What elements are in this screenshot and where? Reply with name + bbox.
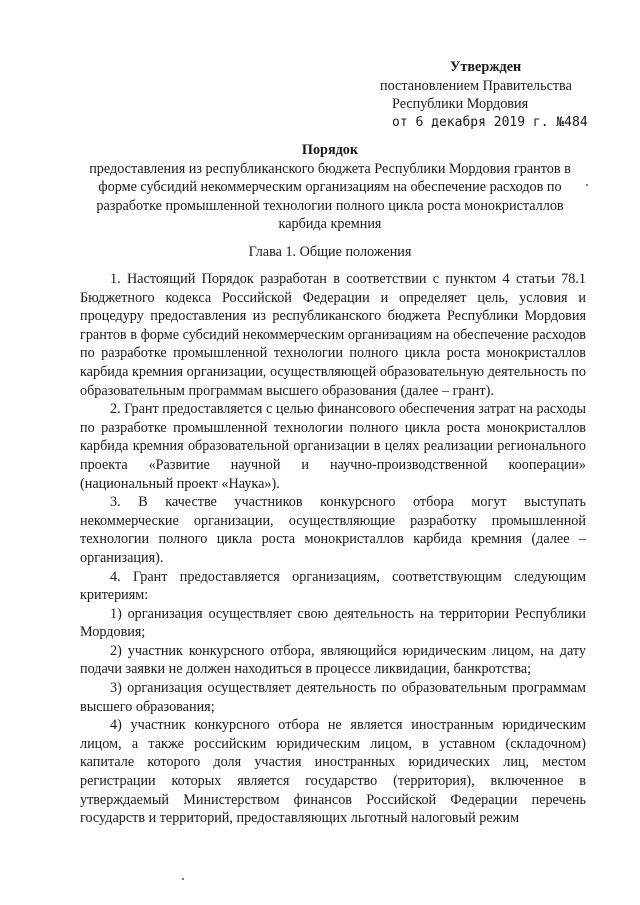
paragraph: 1) организация осуществляет свою деятельность на территории Республики Мордовия;: [80, 605, 586, 641]
approval-date: от 6 декабря 2019 г. №484: [392, 114, 588, 130]
chapter-heading: Глава 1. Общие положения: [248, 244, 412, 260]
document-title: Порядок: [301, 142, 359, 158]
approval-title: Утвержден: [450, 59, 522, 75]
document-body: [80, 270, 586, 828]
document-heading: [80, 141, 580, 234]
paragraph: 3. В качестве участников конкурсного отбора могут выступать некоммерческие организации, осуществляющие разработку промышленной технологии полного цикла роста монокристаллов карбида кремния (далее – организация).: [80, 494, 586, 566]
paragraph: 4. Грант предоставляется организациям, соответствующим следующим критериям:: [80, 568, 586, 604]
paragraph: 1. Настоящий Порядок разработан в соответствии с пунктом 4 статьи 78.1 Бюджетного кодекса Российской Федерации и определяет цель, условия и процедуру предоставления из республиканского бюджета Республики Мордовия грантов в форме субсидий некоммерческим организациям на обеспечение расходов по разработке промышленной технологии полного цикла роста монокристаллов карбида кремния организации, осуществляющей образовательную деятельность по образовательным программам высшего образования (далее – грант).: [80, 271, 586, 399]
paragraph: 4) участник конкурсного отбора не является иностранным юридическим лицом, а также российским юридическим лицом, в уставном (складочном) капитале которого доля участия иностранных юридических лиц, местом регистрации которых является государство (территория), включенное в утверждаемый Министерством финансов Российской Федерации перечень государств и территорий, предоставляющих льготный налоговый режим: [80, 717, 586, 827]
paragraph: 3) организация осуществляет деятельность по образовательным программам высшего образования;: [80, 680, 586, 715]
scan-speck: [182, 878, 184, 880]
paragraph: 2. Грант предоставляется с целью финансового обеспечения затрат на расходы по разработке промышленной технологии полного цикла роста монокристаллов карбида кремния образовательной организации в целях реализации регионального проекта «Развитие научной и научно-производственной кооперации» (национальный проект «Наука»).: [80, 401, 586, 492]
document-subtitle: предоставления из республиканского бюджета Республики Мордовия грантов в форме субсидий некоммерческим организациям на обеспечение расходов по разработке промышленной технологии полного цикла роста монокристаллов карбида кремния: [89, 160, 571, 233]
approval-line-2: Республики Мордовия: [392, 96, 529, 112]
approval-line-1: постановлением Правительства: [380, 77, 572, 94]
approval-stamp: [380, 58, 630, 132]
paragraph: 2) участник конкурсного отбора, являющийся юридическим лицом, на дату подачи заявки не должен находиться в процессе ликвидации, банкротства;: [80, 642, 586, 678]
scan-speck: [586, 184, 588, 186]
